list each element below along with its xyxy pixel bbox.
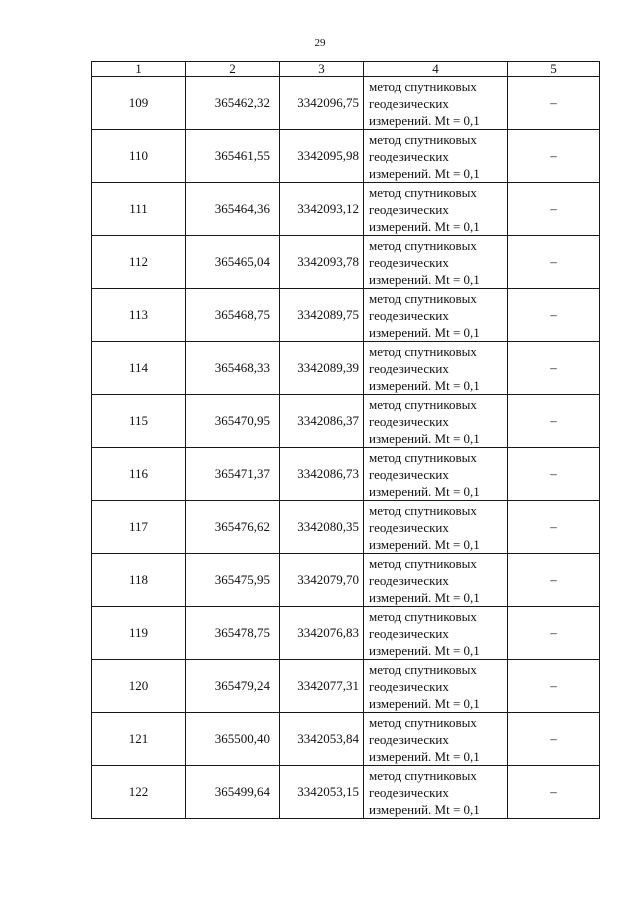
table-header-row	[92, 62, 600, 77]
method-cell	[364, 289, 508, 342]
method-cell	[364, 77, 508, 130]
method-line: метод спутниковых	[369, 661, 477, 677]
coordinate-x: 365468,33	[186, 342, 280, 395]
method-cell	[364, 448, 508, 501]
method-cell	[364, 713, 508, 766]
method-line: метод спутниковых	[369, 555, 477, 571]
point-number: 111	[92, 183, 186, 236]
method-line: геодезических	[369, 519, 449, 535]
column-5-value: –	[508, 501, 600, 554]
method-cell	[364, 501, 508, 554]
method-line: метод спутниковых	[369, 608, 477, 624]
method-line: геодезических	[369, 254, 449, 270]
method-line: измерений. Mt = 0,1	[369, 642, 480, 658]
coordinate-x: 365470,95	[186, 395, 280, 448]
method-line: геодезических	[369, 148, 449, 164]
coordinate-x: 365475,95	[186, 554, 280, 607]
method-cell	[364, 342, 508, 395]
method-cell	[364, 766, 508, 819]
column-5-value: –	[508, 448, 600, 501]
method-line: метод спутниковых	[369, 714, 477, 730]
column-5-value: –	[508, 713, 600, 766]
table-row	[92, 183, 600, 236]
column-header: 2	[186, 62, 280, 77]
coordinate-x: 365461,55	[186, 130, 280, 183]
coordinate-y: 3342079,70	[280, 554, 364, 607]
method-line: измерений. Mt = 0,1	[369, 748, 480, 764]
table-row	[92, 766, 600, 819]
method-cell	[364, 395, 508, 448]
method-line: геодезических	[369, 360, 449, 376]
coordinate-y: 3342096,75	[280, 77, 364, 130]
point-number: 110	[92, 130, 186, 183]
point-number: 114	[92, 342, 186, 395]
coordinate-x: 365468,75	[186, 289, 280, 342]
coordinate-x: 365471,37	[186, 448, 280, 501]
method-line: геодезических	[369, 307, 449, 323]
coordinate-y: 3342093,12	[280, 183, 364, 236]
point-number: 117	[92, 501, 186, 554]
method-line: геодезических	[369, 201, 449, 217]
method-line: измерений. Mt = 0,1	[369, 218, 480, 234]
table-row	[92, 289, 600, 342]
coordinate-y: 3342089,75	[280, 289, 364, 342]
coordinate-x: 365465,04	[186, 236, 280, 289]
method-line: измерений. Mt = 0,1	[369, 165, 480, 181]
table-row	[92, 342, 600, 395]
method-line: метод спутниковых	[369, 184, 477, 200]
column-5-value: –	[508, 289, 600, 342]
table-row	[92, 713, 600, 766]
method-line: измерений. Mt = 0,1	[369, 377, 480, 393]
column-5-value: –	[508, 607, 600, 660]
method-line: геодезических	[369, 731, 449, 747]
method-line: геодезических	[369, 572, 449, 588]
method-line: метод спутниковых	[369, 237, 477, 253]
column-5-value: –	[508, 554, 600, 607]
column-5-value: –	[508, 183, 600, 236]
method-line: геодезических	[369, 784, 449, 800]
coordinate-y: 3342080,35	[280, 501, 364, 554]
coordinate-x: 365462,32	[186, 77, 280, 130]
coordinate-y: 3342093,78	[280, 236, 364, 289]
table-row	[92, 607, 600, 660]
coordinate-y: 3342086,37	[280, 395, 364, 448]
method-line: метод спутниковых	[369, 78, 477, 94]
method-line: метод спутниковых	[369, 290, 477, 306]
coordinate-x: 365464,36	[186, 183, 280, 236]
point-number: 115	[92, 395, 186, 448]
column-5-value: –	[508, 77, 600, 130]
coordinate-x: 365478,75	[186, 607, 280, 660]
coordinate-x: 365476,62	[186, 501, 280, 554]
column-5-value: –	[508, 236, 600, 289]
table-row	[92, 660, 600, 713]
method-cell	[364, 554, 508, 607]
point-number: 112	[92, 236, 186, 289]
method-cell	[364, 660, 508, 713]
coordinate-y: 3342095,98	[280, 130, 364, 183]
coordinate-y: 3342076,83	[280, 607, 364, 660]
method-line: измерений. Mt = 0,1	[369, 112, 480, 128]
method-line: геодезических	[369, 95, 449, 111]
column-header: 4	[364, 62, 508, 77]
coordinate-y: 3342086,73	[280, 448, 364, 501]
column-header: 5	[508, 62, 600, 77]
point-number: 121	[92, 713, 186, 766]
coordinate-x: 365499,64	[186, 766, 280, 819]
point-number: 109	[92, 77, 186, 130]
table-row	[92, 130, 600, 183]
method-cell	[364, 183, 508, 236]
method-line: геодезических	[369, 466, 449, 482]
column-header: 3	[280, 62, 364, 77]
point-number: 122	[92, 766, 186, 819]
method-line: метод спутниковых	[369, 767, 477, 783]
method-cell	[364, 236, 508, 289]
point-number: 113	[92, 289, 186, 342]
method-cell	[364, 130, 508, 183]
page-number: 29	[314, 37, 326, 49]
column-5-value: –	[508, 660, 600, 713]
point-number: 119	[92, 607, 186, 660]
column-5-value: –	[508, 766, 600, 819]
coordinates-table	[91, 61, 600, 819]
method-line: измерений. Mt = 0,1	[369, 271, 480, 287]
method-line: метод спутниковых	[369, 131, 477, 147]
table-row	[92, 395, 600, 448]
method-line: измерений. Mt = 0,1	[369, 589, 480, 605]
method-cell	[364, 607, 508, 660]
method-line: геодезических	[369, 625, 449, 641]
coordinate-x: 365500,40	[186, 713, 280, 766]
table-row	[92, 77, 600, 130]
method-line: измерений. Mt = 0,1	[369, 801, 480, 817]
method-line: геодезических	[369, 413, 449, 429]
table-row	[92, 554, 600, 607]
method-line: метод спутниковых	[369, 343, 477, 359]
coordinate-y: 3342077,31	[280, 660, 364, 713]
table-row	[92, 448, 600, 501]
method-line: метод спутниковых	[369, 502, 477, 518]
coordinate-y: 3342053,15	[280, 766, 364, 819]
method-line: измерений. Mt = 0,1	[369, 430, 480, 446]
method-line: измерений. Mt = 0,1	[369, 483, 480, 499]
method-line: измерений. Mt = 0,1	[369, 324, 480, 340]
table-row	[92, 501, 600, 554]
coordinate-y: 3342053,84	[280, 713, 364, 766]
point-number: 116	[92, 448, 186, 501]
coordinates-table-body	[92, 62, 600, 819]
column-5-value: –	[508, 130, 600, 183]
method-line: метод спутниковых	[369, 396, 477, 412]
method-line: метод спутниковых	[369, 449, 477, 465]
point-number: 120	[92, 660, 186, 713]
method-line: геодезических	[369, 678, 449, 694]
table-row	[92, 236, 600, 289]
method-line: измерений. Mt = 0,1	[369, 695, 480, 711]
coordinate-x: 365479,24	[186, 660, 280, 713]
column-5-value: –	[508, 395, 600, 448]
method-line: измерений. Mt = 0,1	[369, 536, 480, 552]
point-number: 118	[92, 554, 186, 607]
coordinate-y: 3342089,39	[280, 342, 364, 395]
column-5-value: –	[508, 342, 600, 395]
column-header: 1	[92, 62, 186, 77]
